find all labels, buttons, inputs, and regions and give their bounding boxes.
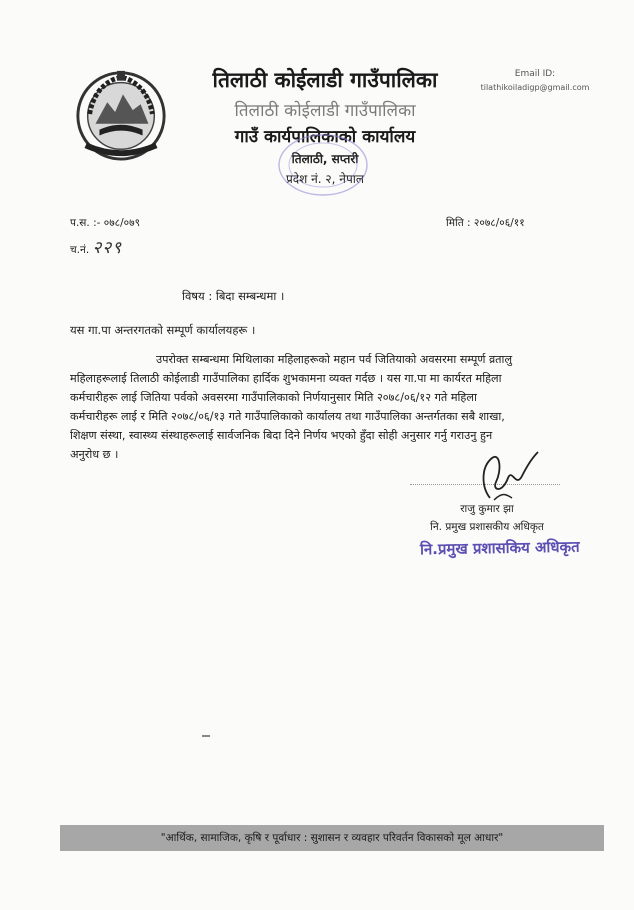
cn-label: च.नं. <box>70 244 90 256</box>
signatory-title: नि. प्रमुख प्रशासकीय अधिकृत <box>430 521 544 533</box>
email-address: tilathikoiladigp@gmail.com <box>480 83 590 92</box>
body-line-4: कर्मचारीहरू लाई र मिति २०७८/०६/१३ गते गाउँपालिकाको कार्यालय तथा गाउँपालिका अन्तर्गतका सबै शाखा, <box>70 410 505 423</box>
signatory-name: राजु कुमार झा <box>460 503 514 515</box>
letter-ps-number: प.स. :- ०७८/०७९ <box>70 217 141 229</box>
email-label: Email ID: <box>514 69 556 79</box>
handwritten-signature-icon <box>472 448 542 506</box>
office-stamp-icon <box>268 130 378 200</box>
letter-date: मिति : २०७८/०६/११ <box>446 217 525 229</box>
letter-subject: विषय : बिदा सम्बन्धमा । <box>182 289 285 303</box>
scan-speck <box>202 735 210 737</box>
body-line-1: उपरोक्त सम्बन्धमा मिथिलाका महिलाहरूको महान पर्व जितियाको अवसरमा सम्पूर्ण व्रतालु <box>156 353 513 366</box>
body-line-5: शिक्षण संस्था, स्वास्थ्य संस्थाहरूलाई सार्वजनिक बिदा दिने निर्णय भएको हुँदा सोही अनुसार गर्नु गराउनु हुन <box>70 429 493 442</box>
nepal-emblem-icon <box>72 64 170 164</box>
footer-slogan: "आर्थिक, सामाजिक, कृषि र पूर्वाधार : सुशासन र व्यवहार परिवर्तन विकासको मूल आधार" <box>160 832 504 844</box>
cn-handwritten-number: २२९ <box>92 238 123 258</box>
municipality-subtitle: तिलाठी कोईलाडी गाउँपालिका <box>234 101 416 121</box>
letter-addressee: यस गा.पा अन्तरगतको सम्पूर्ण कार्यालयहरू । <box>70 323 256 337</box>
letter-cn <box>70 235 122 258</box>
office-place: तिलाठी, सप्तरी <box>291 152 359 166</box>
body-line-3: कर्मचारीहरू लाई जितिया पर्वको अवसरमा गाउँपालिकाको निर्णयानुसार मिति २०७८/०६/१२ गते महिला <box>70 391 477 404</box>
body-line-6: अनुरोध छ । <box>70 448 119 461</box>
office-province: प्रदेश नं. २, नेपाल <box>285 172 365 186</box>
body-line-2: महिलाहरूलाई तिलाठी कोईलाडी गाउँपालिका हार्दिक शुभकामना व्यक्त गर्दछ । यस गा.पा मा कार्यरत महिला <box>70 372 502 385</box>
signatory-stamp: नि.प्रमुख प्रशासकिय अधिकृत <box>419 537 580 559</box>
municipality-title: तिलाठी कोईलाडी गाउँपालिका <box>212 68 438 92</box>
office-name: गाउँ कार्यपालिकाको कार्यालय <box>234 127 416 147</box>
